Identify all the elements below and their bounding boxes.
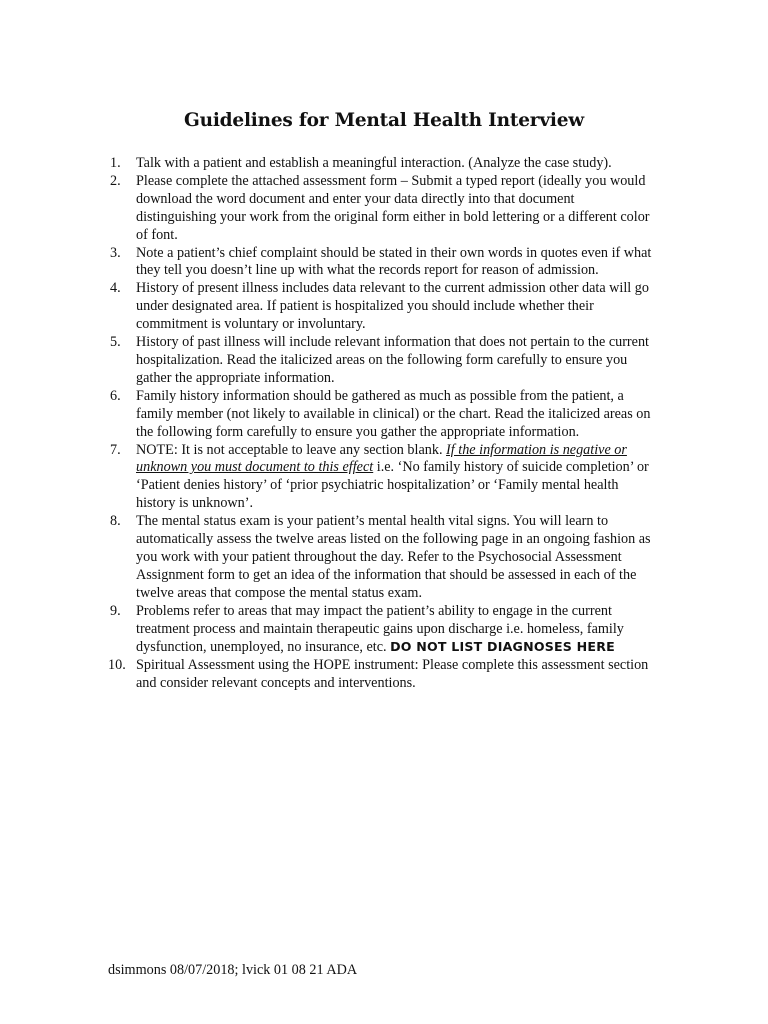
item-number: 7. bbox=[110, 441, 121, 458]
list-item bbox=[108, 657, 656, 693]
page-title: Guidelines for Mental Health Interview bbox=[183, 110, 585, 131]
item-text: Please complete the attached assessment form – Submit a typed report (ideally you would download the word document and enter your data directly into that document distinguishing your work from the original form either in bold lettering or a different color of font. bbox=[136, 172, 650, 243]
list-item bbox=[108, 388, 656, 442]
item-text: Family history information should be gathered as much as possible from the patient, a family member (not likely to available in clinical) or the chart. Read the italicized areas on the following form carefully to ensure you gather the appropriate information. bbox=[136, 387, 651, 440]
list-item bbox=[108, 155, 656, 173]
item-number: 5. bbox=[110, 334, 121, 351]
item-number: 9. bbox=[110, 602, 121, 619]
item-number: 3. bbox=[110, 244, 121, 261]
item-text-before: NOTE: It is not acceptable to leave any section blank. bbox=[136, 441, 447, 458]
item-text-after: i.e. ‘No family history of suicide completion’ or ‘Patient denies history’ of ‘prior psychiatric hospitalization’ or ‘Family mental health history is unknown’. bbox=[136, 459, 649, 512]
list-item bbox=[108, 603, 656, 658]
item-number: 4. bbox=[110, 280, 121, 297]
list-item bbox=[108, 513, 656, 603]
list-item bbox=[108, 334, 656, 388]
list-item bbox=[108, 442, 656, 514]
item-emphasis: If the information is negative or unknown you must document to this effect bbox=[136, 441, 627, 476]
item-warning: DO NOT LIST DIAGNOSES HERE bbox=[390, 639, 615, 655]
item-number: 8. bbox=[110, 513, 121, 530]
item-number: 6. bbox=[110, 387, 121, 404]
list-item bbox=[108, 280, 656, 334]
item-text: The mental status exam is your patient’s mental health vital signs. You will learn to automatically assess the twelve areas listed on the following page in an ongoing fashion as you work with your patient throughout the day. Refer to the Psychosocial Assessment Assignment form to get an idea of the information that should be assessed in each of the twelve areas that compose the mental status exam. bbox=[136, 513, 651, 601]
item-number: 2. bbox=[110, 172, 121, 189]
item-number: 10. bbox=[108, 657, 126, 674]
document-footer: dsimmons 08/07/2018; lvick 01 08 21 ADA bbox=[108, 962, 358, 978]
item-text: History of past illness will include relevant information that does not pertain to the current hospitalization. Read the italicized areas on the following form carefully to ensure you gather the appropriate information. bbox=[136, 334, 649, 386]
item-number: 1. bbox=[110, 155, 121, 171]
list-item bbox=[108, 245, 656, 281]
guidelines-list bbox=[108, 155, 656, 693]
list-item bbox=[108, 173, 656, 245]
item-text: Talk with a patient and establish a meaningful interaction. (Analyze the case study). bbox=[136, 155, 612, 171]
item-text: Problems refer to areas that may impact the patient’s ability to engage in the current treatment process and maintain therapeutic gains upon discharge i.e. homeless, family dysfunction, unemployed, no insurance, etc. bbox=[136, 602, 624, 656]
item-text: Note a patient’s chief complaint should be stated in their own words in quotes even if what they tell you doesn’t line up with what the records report for reason of admission. bbox=[136, 244, 652, 279]
item-text: History of present illness includes data relevant to the current admission other data will go under designated area. If patient is hospitalized you should include whether their commitment is voluntary or involuntary. bbox=[136, 280, 649, 333]
item-text: Spiritual Assessment using the HOPE instrument: Please complete this assessment section and consider relevant concepts and interventions. bbox=[136, 657, 649, 692]
